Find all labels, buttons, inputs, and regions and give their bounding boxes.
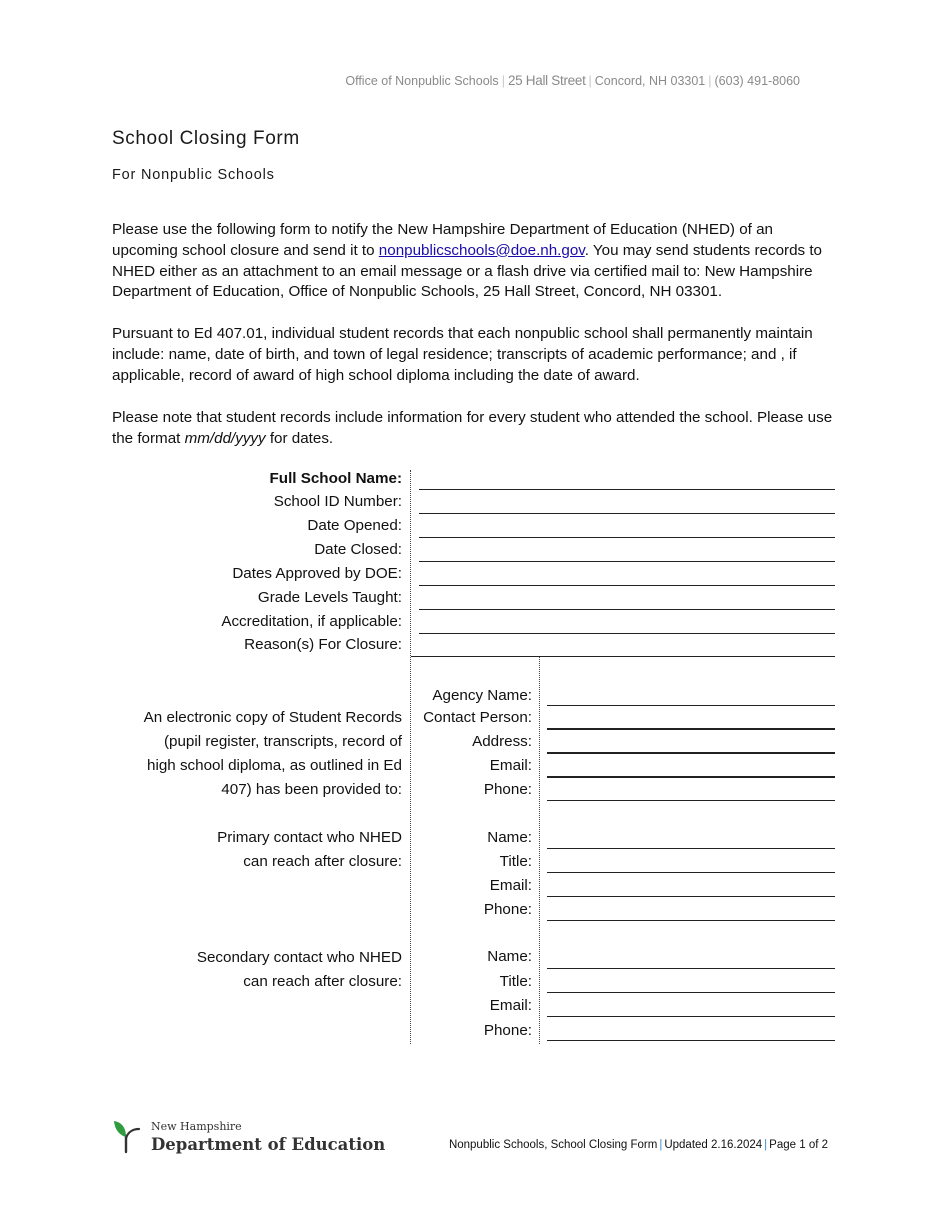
logo-department-name: Department of Education (151, 1135, 386, 1154)
page-subtitle: For Nonpublic Schools (112, 167, 275, 183)
column-divider-right (539, 657, 540, 1044)
secondary-title-field[interactable] (547, 992, 835, 993)
label-primary-email: Email: (489, 877, 532, 894)
intro-p1-text-a: Please use the following form to notify the New Hampshire Department of Education (NHED) of an upcoming school closure and send it to (112, 221, 773, 259)
footer-page-number: Page 1 of 2 (769, 1139, 828, 1151)
primary-email-field[interactable] (547, 896, 835, 897)
page-title: School Closing Form (112, 128, 300, 149)
address-field[interactable] (547, 752, 835, 754)
records-description (102, 706, 402, 802)
date-format: mm/dd/yyyy (184, 429, 266, 447)
footer-doc-name: Nonpublic Schools, School Closing Form (448, 1139, 658, 1151)
label-secondary-phone: Phone: (483, 1022, 532, 1039)
label-primary-title: Title: (499, 853, 532, 870)
column-divider-left (410, 470, 411, 1044)
records-phone-field[interactable] (547, 800, 835, 801)
letterhead: Office of Nonpublic Schools | 25 Hall Street | Concord, NH 03301 | (603) 491-8060 (345, 73, 800, 88)
label-contact-person: Contact Person: (423, 709, 532, 726)
records-desc-line: high school diploma, as outlined in Ed (147, 757, 402, 774)
secondary-desc-line: can reach after closure: (243, 973, 402, 990)
primary-phone-field[interactable] (547, 920, 835, 921)
intro-p3-text-b: for dates. (265, 429, 334, 447)
primary-contact-description (102, 826, 402, 874)
label-date-opened: Date Opened: (307, 517, 402, 534)
primary-desc-line: can reach after closure: (243, 853, 402, 870)
date-opened-field[interactable] (419, 537, 835, 538)
primary-desc-line: Primary contact who NHED (217, 829, 402, 846)
logo-state-name: New Hampshire (151, 1120, 242, 1133)
closure-reason-field[interactable] (411, 656, 835, 657)
intro-paragraph-2: Pursuant to Ed 407.01, individual student records that each nonpublic school shall permanently maintain include: name, date of birth, and town of legal residence; transcripts of academic performance; and , if applicable, record of award of high school diploma including the date of award. (112, 325, 813, 384)
accreditation-field[interactable] (419, 633, 835, 634)
office-phone: (603) 491-8060 (714, 74, 800, 88)
intro-p1-text-b: . You may send students records to NHED either as an attachment to an email message or a flash drive via certified mail to: New Hampshire Department of Education, Office of Nonpublic Schools, 25 Hall Street, Concord, NH 03301. (112, 241, 823, 301)
label-grade-levels: Grade Levels Taught: (257, 589, 402, 606)
label-accreditation: Accreditation, if applicable: (221, 613, 402, 630)
records-desc-line: An electronic copy of Student Records (143, 709, 402, 726)
label-secondary-email: Email: (489, 997, 532, 1014)
date-closed-field[interactable] (419, 561, 835, 562)
grade-levels-field[interactable] (419, 609, 835, 610)
sprout-icon (112, 1118, 142, 1154)
primary-title-field[interactable] (547, 872, 835, 873)
intro-paragraph-3 (112, 408, 840, 450)
intro-paragraph-1 (112, 220, 840, 303)
label-dates-approved: Dates Approved by DOE: (232, 565, 402, 582)
label-primary-phone: Phone: (483, 901, 532, 918)
label-address: Address: (472, 733, 532, 750)
label-date-closed: Date Closed: (314, 541, 402, 558)
secondary-email-field[interactable] (547, 1016, 835, 1017)
label-records-phone: Phone: (483, 781, 532, 798)
label-secondary-name: Name: (487, 948, 532, 965)
office-city: Concord, NH 03301 (594, 74, 706, 88)
dates-approved-field[interactable] (419, 585, 835, 586)
label-agency-name: Agency Name: (432, 687, 532, 704)
office-name: Office of Nonpublic Schools (345, 74, 499, 88)
secondary-phone-field[interactable] (547, 1040, 835, 1041)
school-id-field[interactable] (419, 513, 835, 514)
footer-info: Nonpublic Schools, School Closing Form | Updated 2.16.2024 | Page 1 of 2 (448, 1139, 828, 1151)
label-closure-reason: Reason(s) For Closure: (244, 636, 402, 653)
label-records-email: Email: (489, 757, 532, 774)
contact-person-field[interactable] (547, 728, 835, 730)
full-school-name-field[interactable] (419, 489, 835, 490)
primary-name-field[interactable] (547, 848, 835, 849)
records-desc-line: (pupil register, transcripts, record of (163, 733, 402, 750)
records-email-field[interactable] (547, 776, 835, 778)
intro-p3-text-a: Please note that student records include information for every student who attended the school. Please use the format (112, 409, 833, 447)
email-link[interactable]: nonpublicschools@doe.nh.gov (378, 241, 585, 259)
secondary-desc-line: Secondary contact who NHED (196, 949, 402, 966)
office-street: 25 Hall Street (507, 73, 586, 88)
label-school-id: School ID Number: (273, 493, 402, 510)
footer-updated: Updated 2.16.2024 (664, 1139, 763, 1151)
secondary-contact-description (102, 946, 402, 994)
label-full-school-name: Full School Name: (269, 470, 402, 487)
nhed-logo (112, 1118, 142, 1159)
label-primary-name: Name: (487, 829, 532, 846)
label-secondary-title: Title: (499, 973, 532, 990)
secondary-name-field[interactable] (547, 968, 835, 969)
records-desc-line: 407) has been provided to: (221, 781, 402, 798)
agency-name-field[interactable] (547, 705, 835, 706)
